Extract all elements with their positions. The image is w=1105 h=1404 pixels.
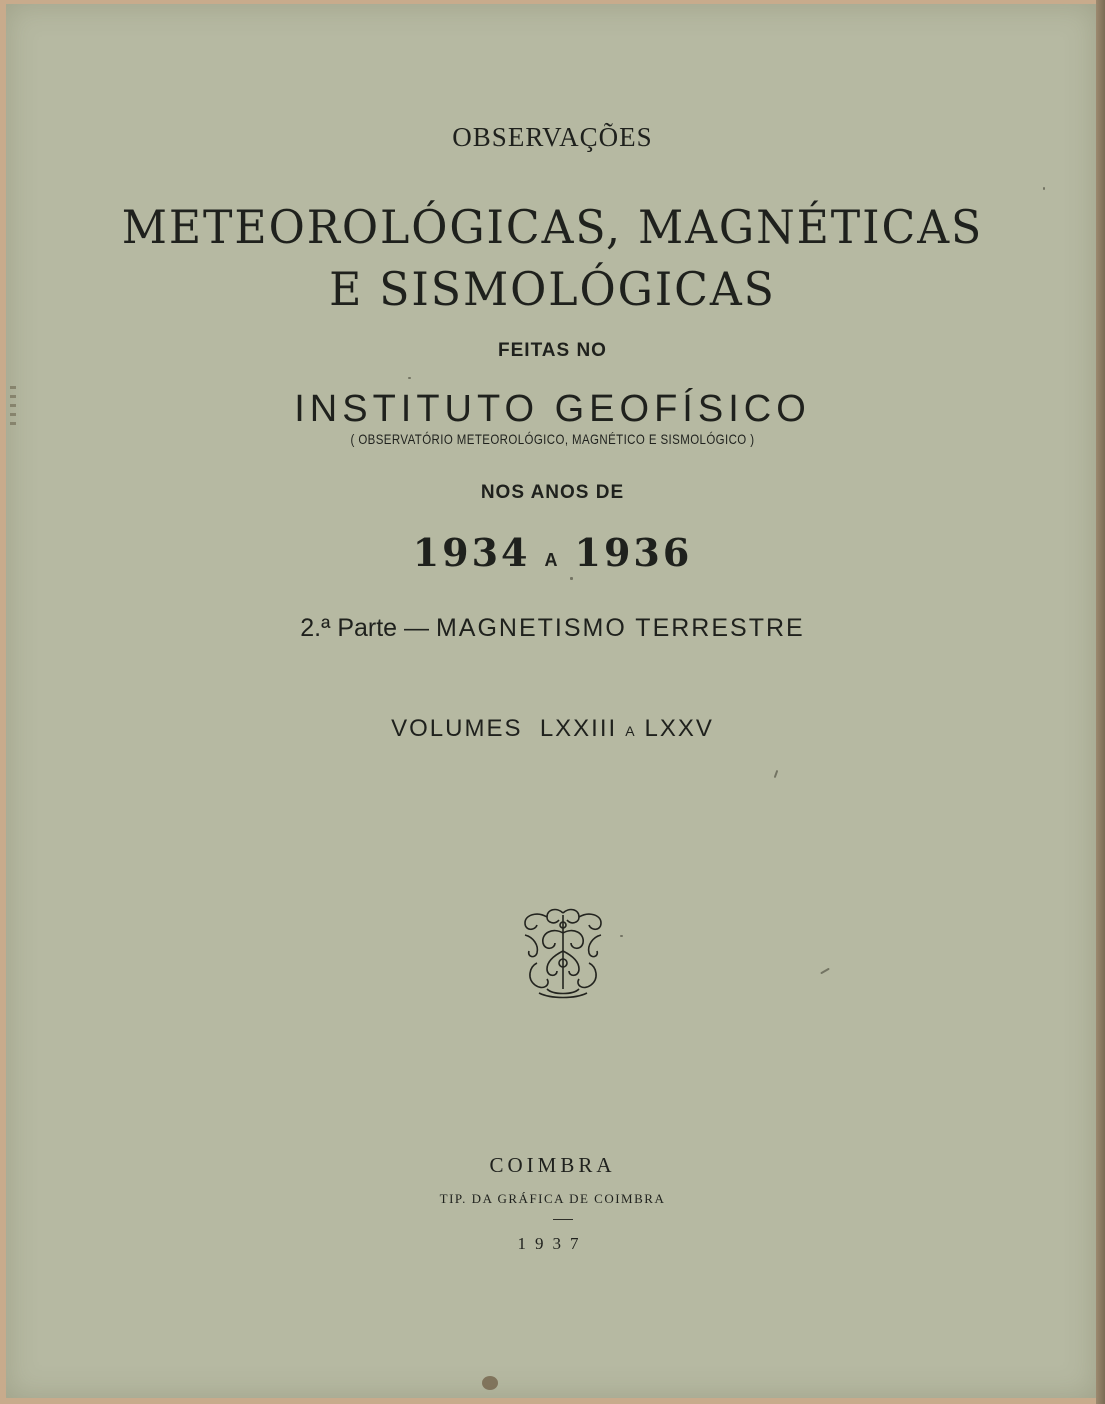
volume-end: LXXV: [644, 715, 714, 742]
title-observacoes: OBSERVAÇÕES: [452, 122, 653, 152]
part-title: MAGNETISMO TERRESTRE: [435, 614, 805, 642]
years-label: NOS ANOS DE: [480, 482, 625, 503]
year-end: 1936: [574, 530, 693, 575]
institute-name: INSTITUTO GEOFÍSICO: [294, 388, 811, 430]
floral-ornament-icon: [517, 905, 609, 999]
title-sismologicas: E SISMOLÓGICAS: [329, 262, 776, 316]
year-range: [0, 530, 1105, 575]
volumes-label: VOLUMES: [391, 715, 523, 742]
paper-stain: [482, 1376, 498, 1390]
volume-joiner: A: [625, 723, 637, 739]
part-heading: [0, 614, 1105, 643]
imprint-printer: TIP. DA GRÁFICA DE COIMBRA: [439, 1191, 666, 1206]
year-joiner: A: [544, 550, 561, 570]
feitas-no-label: FEITAS NO: [498, 340, 607, 361]
imprint-divider: [553, 1219, 573, 1220]
imprint-city: COIMBRA: [489, 1153, 616, 1177]
institute-subtitle: ( OBSERVATÓRIO METEOROLÓGICO, MAGNÉTICO E SISMOLÓGICO ): [350, 431, 755, 447]
year-start: 1934: [412, 530, 531, 575]
volume-range: [0, 715, 1105, 743]
title-meteorologicas: METEOROLÓGICAS, MAGNÉTICAS: [121, 200, 984, 254]
part-prefix: 2.ª Parte —: [300, 614, 430, 642]
imprint-year: 1937: [517, 1234, 588, 1253]
volume-start: LXXIII: [539, 715, 618, 742]
